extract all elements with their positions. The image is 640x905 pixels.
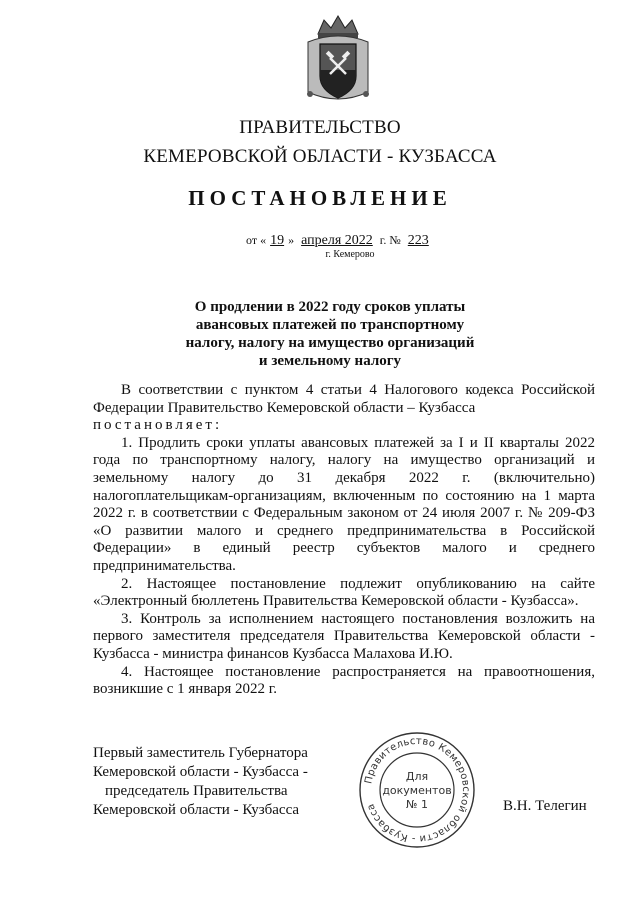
date-month-year: апреля 2022 bbox=[301, 233, 373, 248]
signatory-name: В.Н. Телегин bbox=[503, 798, 587, 814]
coat-of-arms-icon bbox=[304, 14, 372, 106]
stamp-center-line: документов bbox=[382, 784, 452, 797]
signatory-line: Кемеровской области - Кузбасса bbox=[93, 802, 300, 818]
document-subject bbox=[160, 298, 500, 370]
document-city: г. Кемерово bbox=[325, 249, 375, 260]
subject-line: и земельному налогу bbox=[258, 353, 402, 369]
signatory-line: Кемеровской области - Кузбасса - bbox=[93, 764, 308, 780]
document-body bbox=[93, 382, 595, 699]
intro-paragraph: В соответствии с пунктом 4 статьи 4 Налогового кодекса Российской Федерации Правительство Кемеровской области – Кузбасса bbox=[93, 382, 595, 416]
stamp-ring-text: Правительство Кемеровской области - Кузбасса bbox=[363, 735, 472, 845]
stamp-center-line: № 1 bbox=[406, 798, 428, 811]
government-title-line2: КЕМЕРОВСКОЙ ОБЛАСТИ - КУЗБАССА bbox=[143, 146, 497, 167]
stamp-center-line: Для bbox=[405, 770, 429, 783]
clause-3: 3. Контроль за исполнением настоящего постановления возложить на первого заместителя председателя Правительства Кемеровской области - Кузбасса - министра финансов Кузбасса Малахова И.Ю. bbox=[93, 610, 595, 662]
date-year-suffix: г. № bbox=[379, 233, 401, 247]
document-date-line bbox=[246, 233, 433, 249]
signatory-line: Первый заместитель Губернатора bbox=[93, 745, 308, 761]
date-day: 19 bbox=[270, 233, 285, 248]
signatory-line: председатель Правительства bbox=[105, 783, 288, 799]
clause-1: 1. Продлить сроки уплаты авансовых платежей за I и II кварталы 2022 года по транспортному налогу, налогу на имущество организаций и земельному налогу до 31 декабря 2022 г. (включительно) налогоплательщикам-организациям, включенным по состоянию на 1 марта 2022 г. в соответствии с Федеральным законом от 24 июля 2007 г. № 209-ФЗ «О развитии малого и среднего предпринимательства в Российской Федерации» в единый реестр субъектов малого и среднего предпринимательства. bbox=[93, 434, 595, 574]
government-title-line1: ПРАВИТЕЛЬСТВО bbox=[239, 117, 401, 138]
date-mid: » bbox=[288, 233, 295, 247]
resolves-word: постановляет: bbox=[93, 417, 223, 434]
subject-line: налогу, налогу на имущество организаций bbox=[185, 335, 475, 351]
document-type-title: ПОСТАНОВЛЕНИЕ bbox=[188, 186, 452, 210]
clause-2: 2. Настоящее постановление подлежит опубликованию на сайте «Электронный бюллетень Правительства Кемеровской области - Кузбасса». bbox=[93, 575, 595, 610]
official-stamp-icon bbox=[357, 730, 477, 850]
date-prefix: от « bbox=[246, 233, 267, 247]
subject-line: О продлении в 2022 году сроков уплаты bbox=[194, 299, 466, 315]
clause-4: 4. Настоящее постановление распространяется на правоотношения, возникшие с 1 января 2022 г. bbox=[93, 663, 595, 698]
subject-line: авансовых платежей по транспортному bbox=[195, 317, 465, 333]
document-number: 223 bbox=[407, 233, 429, 248]
signatory-title bbox=[93, 744, 308, 820]
